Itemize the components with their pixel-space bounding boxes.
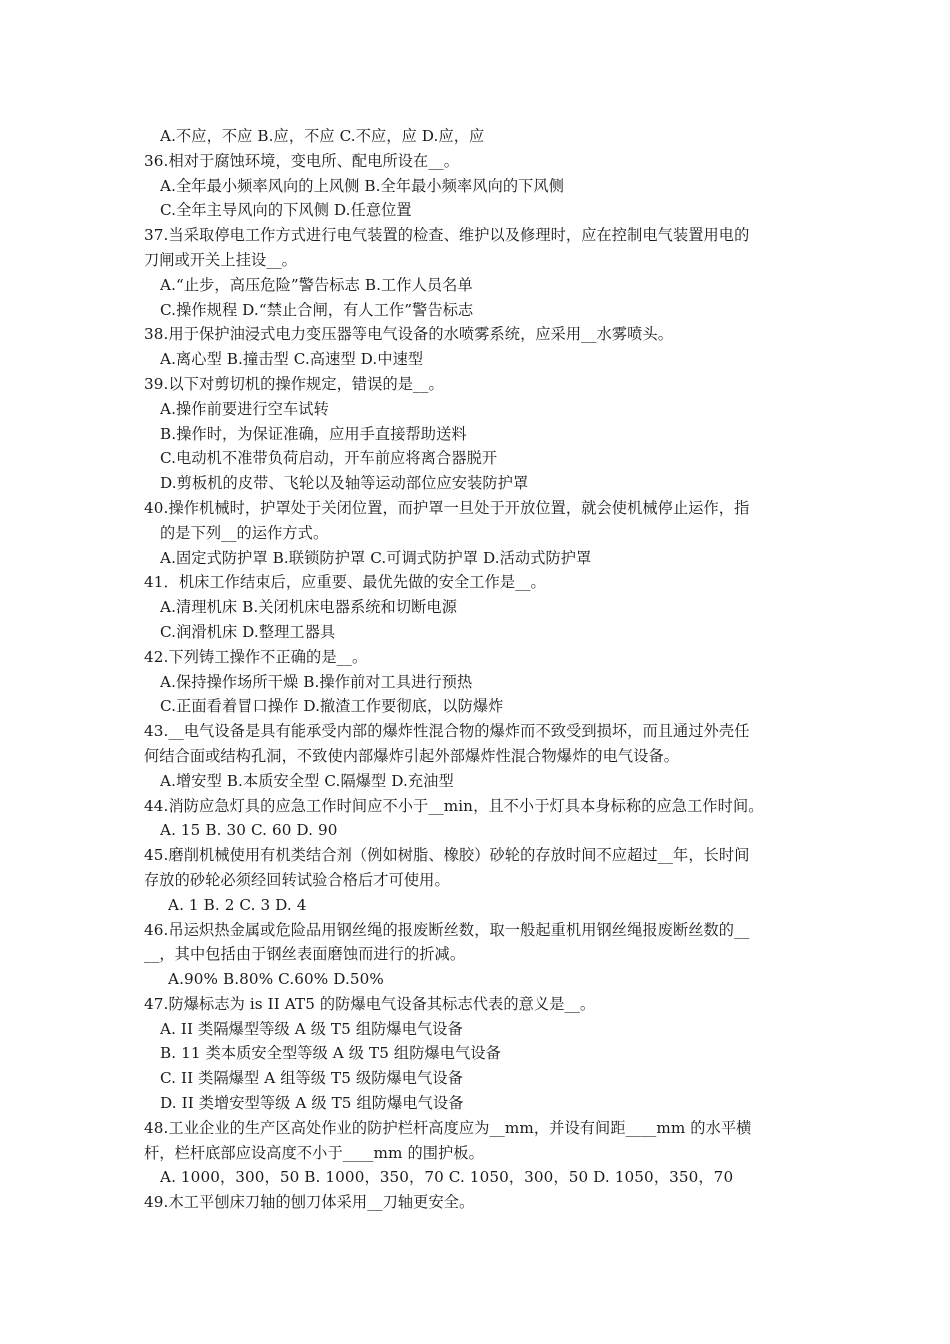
question-text-block (0, 124, 950, 1215)
option-line: A.不应，不应 B.应，不应 C.不应，应 D.应，应 (160, 127, 485, 145)
question-line: 37.当采取停电工作方式进行电气装置的检查、维护以及修理时，应在控制电气装置用电的 (144, 226, 750, 245)
question-line: 何结合面或结构孔洞，不致使内部爆炸引起外部爆炸性混合物爆炸的电气设备。 (144, 746, 680, 765)
option-line: D.剪板机的皮带、飞轮以及轴等运动部位应安装防护罩 (160, 474, 529, 493)
question-line: 46.吊运炽热金属或危险品用钢丝绳的报废断丝数，取一般起重机用钢丝绳报废断丝数的__ (144, 920, 750, 939)
question-line: 43.__电气设备是具有能承受内部的爆炸性混合物的爆炸而不致受到损坏，而且通过外壳任 (144, 722, 750, 741)
question-line: 49.木工平刨床刀轴的刨刀体采用__刀轴更安全。 (144, 1193, 475, 1212)
option-line: A.固定式防护罩 B.联锁防护罩 C.可调式防护罩 D.活动式防护罩 (160, 548, 592, 567)
question-line: 存放的砂轮必须经回转试验合格后才可使用。 (144, 870, 450, 889)
option-line: A.增安型 B.本质安全型 C.隔爆型 D.充油型 (160, 771, 454, 790)
question-line: 杆，栏杆底部应设高度不小于____mm 的围护板。 (144, 1143, 484, 1162)
question-line: 38.用于保护油浸式电力变压器等电气设备的水喷雾系统，应采用__水雾喷头。 (144, 325, 674, 344)
option-line: B. 11 类本质安全型等级 A 级 T5 组防爆电气设备 (160, 1044, 501, 1063)
option-line: C.正面看着冒口操作 D.撤渣工作要彻底，以防爆炸 (160, 697, 504, 716)
option-line: A. 1 B. 2 C. 3 D. 4 (168, 895, 307, 914)
option-line: A.保持操作场所干燥 B.操作前对工具进行预热 (160, 672, 473, 691)
question-line: 47.防爆标志为 is II AT5 的防爆电气设备其标志代表的意义是__。 (144, 994, 596, 1013)
option-line: A.操作前要进行空车试转 (160, 399, 329, 418)
question-line: 42.下列铸工操作不正确的是__。 (144, 647, 368, 666)
option-line: C.操作规程 D.“禁止合闸，有人工作”警告标志 (160, 300, 474, 319)
question-line: __，其中包括由于钢丝表面磨蚀而进行的折减。 (144, 945, 466, 964)
option-line: A. II 类隔爆型等级 A 级 T5 组防爆电气设备 (160, 1019, 463, 1038)
option-line: D. II 类增安型等级 A 级 T5 组防爆电气设备 (160, 1094, 464, 1113)
option-line: B.操作时，为保证准确，应用手直接帮助送料 (160, 424, 467, 443)
option-line: A. 15 B. 30 C. 60 D. 90 (160, 821, 338, 840)
option-line: C.润滑机床 D.整理工器具 (160, 622, 336, 641)
question-line: 40.操作机械时，护罩处于关闭位置，而护罩一旦处于开放位置，就会使机械停止运作，指 (144, 498, 750, 517)
option-line: A.“止步，高压危险”警告标志 B.工作人员名单 (160, 275, 473, 294)
question-line: 36.相对于腐蚀环境，变电所、配电所设在__。 (144, 151, 460, 170)
option-line: A. 1000，300，50 B. 1000，350，70 C. 1050，300，50 D. 1050，350，70 (160, 1168, 734, 1187)
question-line: 41．机床工作结束后，应重要、最优先做的安全工作是__。 (144, 573, 546, 592)
option-line: A.全年最小频率风向的上风侧 B.全年最小频率风向的下风侧 (160, 176, 565, 195)
question-line: 刀闸或开关上挂设__。 (144, 250, 297, 269)
option-line: A.清理机床 B.关闭机床电器系统和切断电源 (160, 598, 457, 617)
question-line: 48.工业企业的生产区高处作业的防护栏杆高度应为__mm，并设有间距____mm 的水平横 (144, 1118, 752, 1137)
question-line: 39.以下对剪切机的操作规定，错误的是__。 (144, 374, 444, 393)
option-line: C.电动机不准带负荷启动，开车前应将离合器脱开 (160, 449, 498, 468)
question-line: 45.磨削机械使用有机类结合剂（例如树脂、橡胶）砂轮的存放时间不应超过__年，长时间 (144, 846, 750, 865)
question-line: 44.消防应急灯具的应急工作时间应不小于__min，且不小于灯具本身标称的应急工作时间。 (144, 796, 764, 815)
option-line: A.离心型 B.撞击型 C.高速型 D.中速型 (160, 350, 424, 369)
option-line: 的是下列__的运作方式。 (160, 523, 329, 542)
option-line: C. II 类隔爆型 A 组等级 T5 级防爆电气设备 (160, 1069, 463, 1088)
option-line: A.90% B.80% C.60% D.50% (168, 970, 384, 989)
option-line: C.全年主导风向的下风侧 D.任意位置 (160, 201, 412, 220)
